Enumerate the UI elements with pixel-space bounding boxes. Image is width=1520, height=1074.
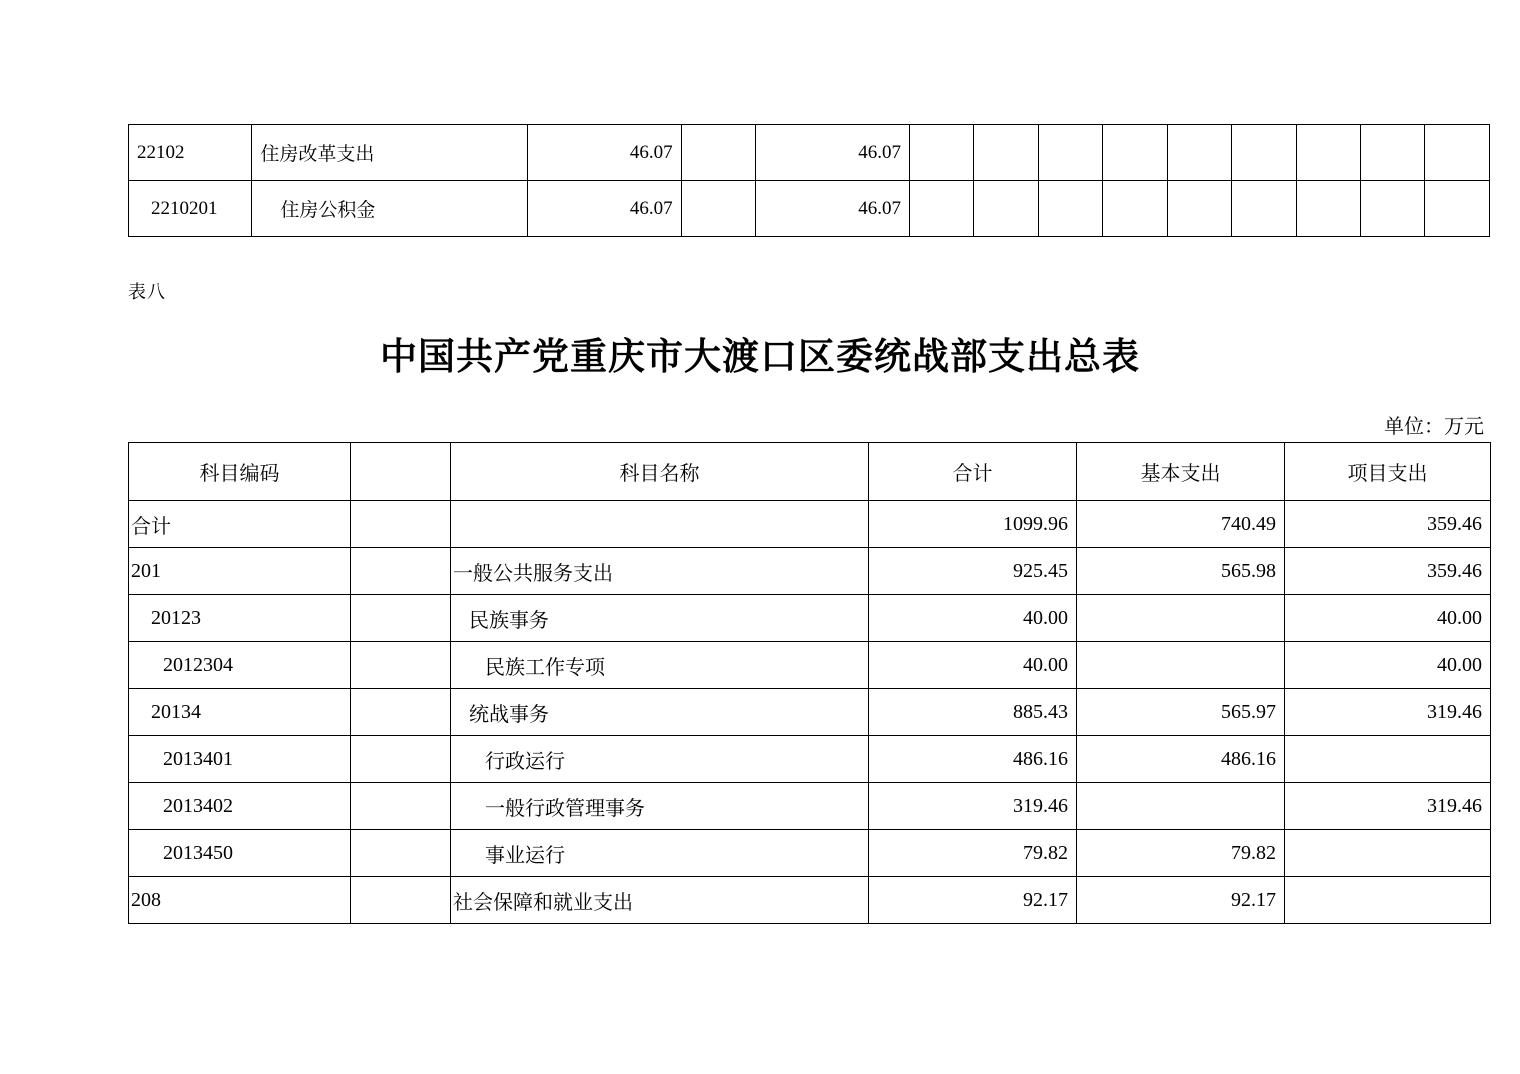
row-basic [1077,595,1285,642]
row-blank [1167,125,1231,181]
row-col1: 46.07 [527,181,681,237]
row-project: 319.46 [1285,689,1491,736]
column-header-name: 科目名称 [451,443,869,501]
row-blank [1167,181,1231,237]
column-header-total: 合计 [869,443,1077,501]
row-basic: 486.16 [1077,736,1285,783]
row-blank [1103,125,1167,181]
table-row [129,595,1491,642]
row-code: 2013450 [129,830,351,877]
table-row [129,689,1491,736]
table-row [129,181,1490,237]
row-col3: 46.07 [755,125,909,181]
row-blank [351,877,451,924]
row-blank [1103,181,1167,237]
column-header-project: 项目支出 [1285,443,1491,501]
row-blank [974,125,1038,181]
row-blank [1038,125,1102,181]
row-code: 20134 [129,689,351,736]
row-blank [1038,181,1102,237]
row-blank [974,181,1038,237]
table-row [129,783,1491,830]
row-blank [351,501,451,548]
row-name: 社会保障和就业支出 [451,877,869,924]
row-blank [909,181,973,237]
unit-note: 单位：万元 [1384,416,1484,438]
table-row [129,830,1491,877]
table-row [129,501,1491,548]
row-project [1285,830,1491,877]
row-blank [351,642,451,689]
row-blank [1232,125,1296,181]
expenditure-summary-table [128,442,1490,924]
row-basic [1077,783,1285,830]
column-header-code: 科目编码 [129,443,351,501]
row-blank [1361,125,1425,181]
row-project: 40.00 [1285,642,1491,689]
row-code: 2012304 [129,642,351,689]
row-name: 事业运行 [451,830,869,877]
table-row [129,877,1491,924]
row-total: 92.17 [869,877,1077,924]
row-blank [1232,181,1296,237]
row-blank [1296,181,1360,237]
table-row [129,736,1491,783]
row-blank [1361,181,1425,237]
table-row [129,125,1490,181]
row-blank [909,125,973,181]
row-basic [1077,642,1285,689]
row-col2 [681,181,755,237]
expenditure-summary-grid [128,442,1491,924]
row-col1: 46.07 [527,125,681,181]
table-row [129,548,1491,595]
row-name: 住房公积金 [252,181,527,237]
row-basic: 79.82 [1077,830,1285,877]
row-name: 一般公共服务支出 [451,548,869,595]
row-name: 一般行政管理事务 [451,783,869,830]
row-name: 民族工作专项 [451,642,869,689]
row-blank [351,736,451,783]
row-name [451,501,869,548]
row-project: 40.00 [1285,595,1491,642]
sheet-label: 表八 [128,282,166,303]
row-code: 2013402 [129,783,351,830]
row-total: 79.82 [869,830,1077,877]
row-name: 住房改革支出 [252,125,527,181]
page-title: 中国共产党重庆市大渡口区委统战部支出总表 [380,334,1140,378]
table-header-row [129,443,1491,501]
row-total: 1099.96 [869,501,1077,548]
row-code: 2013401 [129,736,351,783]
row-project: 359.46 [1285,501,1491,548]
table-row [129,642,1491,689]
row-basic: 565.97 [1077,689,1285,736]
row-basic: 92.17 [1077,877,1285,924]
row-blank [351,689,451,736]
row-name: 统战事务 [451,689,869,736]
row-code: 201 [129,548,351,595]
row-blank [1296,125,1360,181]
row-project [1285,736,1491,783]
continuation-table-grid [128,124,1490,237]
row-code: 合计 [129,501,351,548]
row-project: 359.46 [1285,548,1491,595]
row-blank [351,595,451,642]
continuation-table [128,124,1490,237]
row-project [1285,877,1491,924]
row-code: 208 [129,877,351,924]
row-blank [351,783,451,830]
column-header-blank [351,443,451,501]
row-code: 2210201 [129,181,252,237]
row-total: 319.46 [869,783,1077,830]
row-code: 20123 [129,595,351,642]
row-total: 925.45 [869,548,1077,595]
row-total: 40.00 [869,642,1077,689]
row-total: 486.16 [869,736,1077,783]
row-name: 行政运行 [451,736,869,783]
row-basic: 740.49 [1077,501,1285,548]
row-name: 民族事务 [451,595,869,642]
column-header-basic: 基本支出 [1077,443,1285,501]
row-blank [351,548,451,595]
row-blank [1425,181,1490,237]
row-total: 885.43 [869,689,1077,736]
row-project: 319.46 [1285,783,1491,830]
row-blank [351,830,451,877]
row-code: 22102 [129,125,252,181]
row-col2 [681,125,755,181]
row-basic: 565.98 [1077,548,1285,595]
row-col3: 46.07 [755,181,909,237]
row-total: 40.00 [869,595,1077,642]
row-blank [1425,125,1490,181]
